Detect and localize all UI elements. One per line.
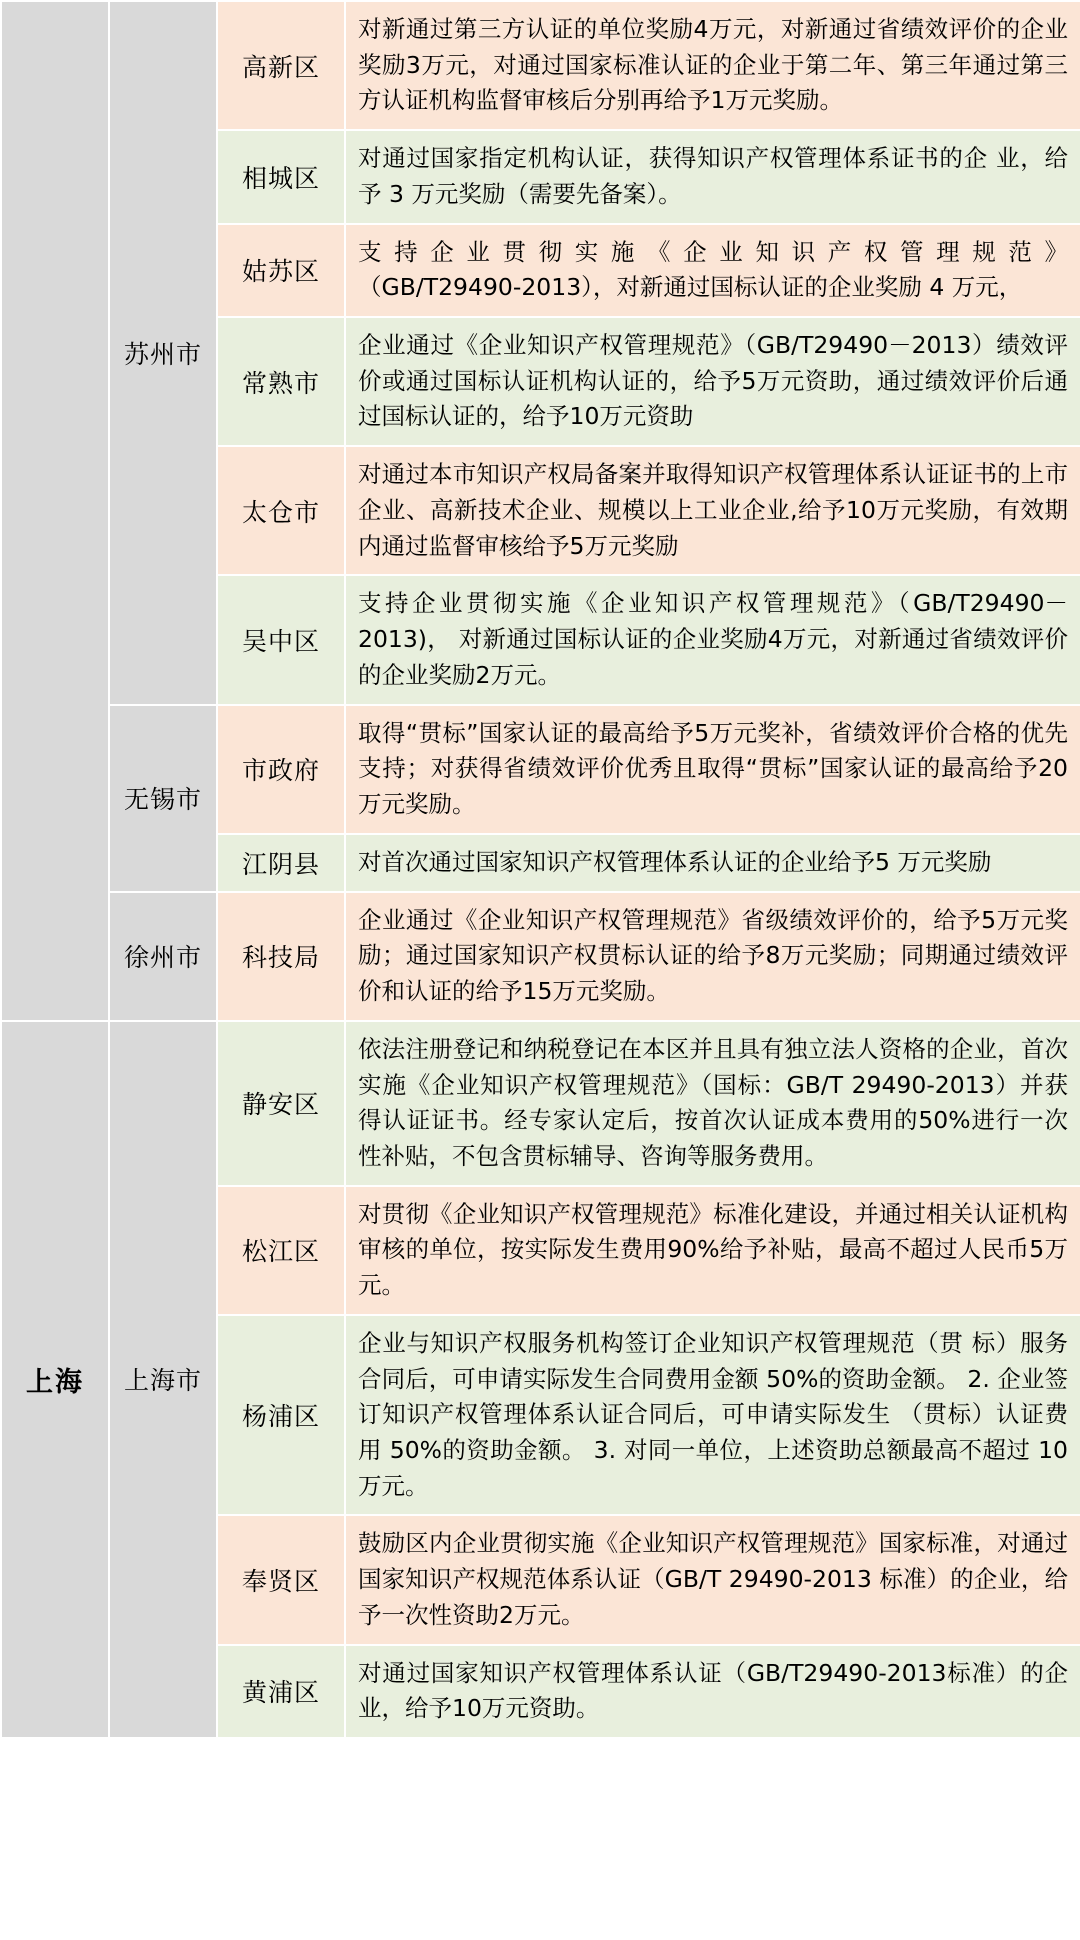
detail-cell-gaoxinqu: 对新通过第三方认证的单位奖励4万元，对新通过省绩效评价的企业奖励3万元，对通过国家标准认证的企业于第二年、第三年通过第三方认证机构监督审核后分别再给予1万元奖励。 xyxy=(345,1,1080,130)
detail-cell-fengxianqu: 鼓励区内企业贯彻实施《企业知识产权管理规范》国家标准，对通过国家知识产权规范体系认证（GB/T 29490-2013 标准）的企业，给予一次性资助2万元。 xyxy=(345,1515,1080,1644)
detail-cell-jiangyinxian: 对首次通过国家知识产权管理体系认证的企业给予5 万元奖励 xyxy=(345,834,1080,892)
city-cell-shanghaishi: 上海市 xyxy=(109,1021,217,1738)
detail-cell-gusuqu: 支 持 企 业 贯 彻 实 施 《 企 业 知 识 产 权 管 理 规 范 》 （GB/T29490-2013），对新通过国标认证的企业奖励 4 万元， xyxy=(345,224,1080,317)
city-cell-wuxi: 无锡市 xyxy=(109,705,217,892)
table-row xyxy=(1,1021,1080,1186)
district-cell-jiangyinxian: 江阴县 xyxy=(217,834,345,892)
detail-cell-shizhengfu: 取得“贯标”国家认证的最高给予5万元奖补，省绩效评价合格的优先支持；对获得省绩效评价优秀且取得“贯标”国家认证的最高给予20万元奖励。 xyxy=(345,705,1080,834)
detail-cell-changshushi: 企业通过《企业知识产权管理规范》（GB/T29490－2013）绩效评价或通过国标认证机构认证的，给予5万元资助，通过绩效评价后通过国标认证的，给予10万元资助 xyxy=(345,317,1080,446)
detail-cell-wuzhongqu: 支持企业贯彻实施《企业知识产权管理规范》（GB/T29490－2013)， 对新通过国标认证的企业奖励4万元，对新通过省绩效评价的企业奖励2万元。 xyxy=(345,575,1080,704)
detail-cell-huangpuqu: 对通过国家知识产权管理体系认证（GB/T29490-2013标准）的企业，给予10万元资助。 xyxy=(345,1645,1080,1738)
detail-cell-jinganqu: 依法注册登记和纳税登记在本区并且具有独立法人资格的企业，首次实施《企业知识产权管理规范》（国标：GB/T 29490-2013）并获得认证证书。经专家认定后，按首次认证成本费用的50%进行一次性补贴，不包含贯标辅导、咨询等服务费用。 xyxy=(345,1021,1080,1186)
district-cell-xiangchengqu: 相城区 xyxy=(217,130,345,223)
city-cell-xuzhou: 徐州市 xyxy=(109,892,217,1021)
table-row xyxy=(1,892,1080,1021)
district-cell-shizhengfu: 市政府 xyxy=(217,705,345,834)
detail-cell-yangpuqu: 企业与知识产权服务机构签订企业知识产权管理规范（贯 标）服务合同后，可申请实际发生合同费用金额 50%的资助金额。 2. 企业签订知识产权管理体系认证合同后，可申请实际发生 （贯标）认证费用 50%的资助金额。 3. 对同一单位，上述资助总额最高不超过 10 万元。 xyxy=(345,1315,1080,1516)
detail-cell-kejiju: 企业通过《企业知识产权管理规范》省级绩效评价的，给予5万元奖励；通过国家知识产权贯标认证的给予8万元奖励；同期通过绩效评价和认证的给予15万元奖励。 xyxy=(345,892,1080,1021)
district-cell-taicangshi: 太仓市 xyxy=(217,446,345,575)
district-cell-wuzhongqu: 吴中区 xyxy=(217,575,345,704)
district-cell-songjiangqu: 松江区 xyxy=(217,1186,345,1315)
district-cell-huangpuqu: 黄浦区 xyxy=(217,1645,345,1738)
province-cell-jiangsu xyxy=(1,1,109,1021)
table-row xyxy=(1,1,1080,130)
district-cell-yangpuqu: 杨浦区 xyxy=(217,1315,345,1516)
district-cell-changshushi: 常熟市 xyxy=(217,317,345,446)
district-cell-gusuqu: 姑苏区 xyxy=(217,224,345,317)
province-cell-shanghai: 上海 xyxy=(1,1021,109,1738)
detail-cell-xiangchengqu: 对通过国家指定机构认证，获得知识产权管理体系证书的企 业，给予 3 万元奖励（需要先备案）。 xyxy=(345,130,1080,223)
district-cell-gaoxinqu: 高新区 xyxy=(217,1,345,130)
city-cell-suzhou: 苏州市 xyxy=(109,1,217,705)
district-cell-kejiju: 科技局 xyxy=(217,892,345,1021)
district-cell-jinganqu: 静安区 xyxy=(217,1021,345,1186)
detail-cell-songjiangqu: 对贯彻《企业知识产权管理规范》标准化建设，并通过相关认证机构审核的单位，按实际发生费用90%给予补贴，最高不超过人民币5万元。 xyxy=(345,1186,1080,1315)
detail-cell-taicangshi: 对通过本市知识产权局备案并取得知识产权管理体系认证证书的上市企业、高新技术企业、规模以上工业企业,给予10万元奖励，有效期内通过监督审核给予5万元奖励 xyxy=(345,446,1080,575)
district-cell-fengxianqu: 奉贤区 xyxy=(217,1515,345,1644)
table-row xyxy=(1,705,1080,834)
